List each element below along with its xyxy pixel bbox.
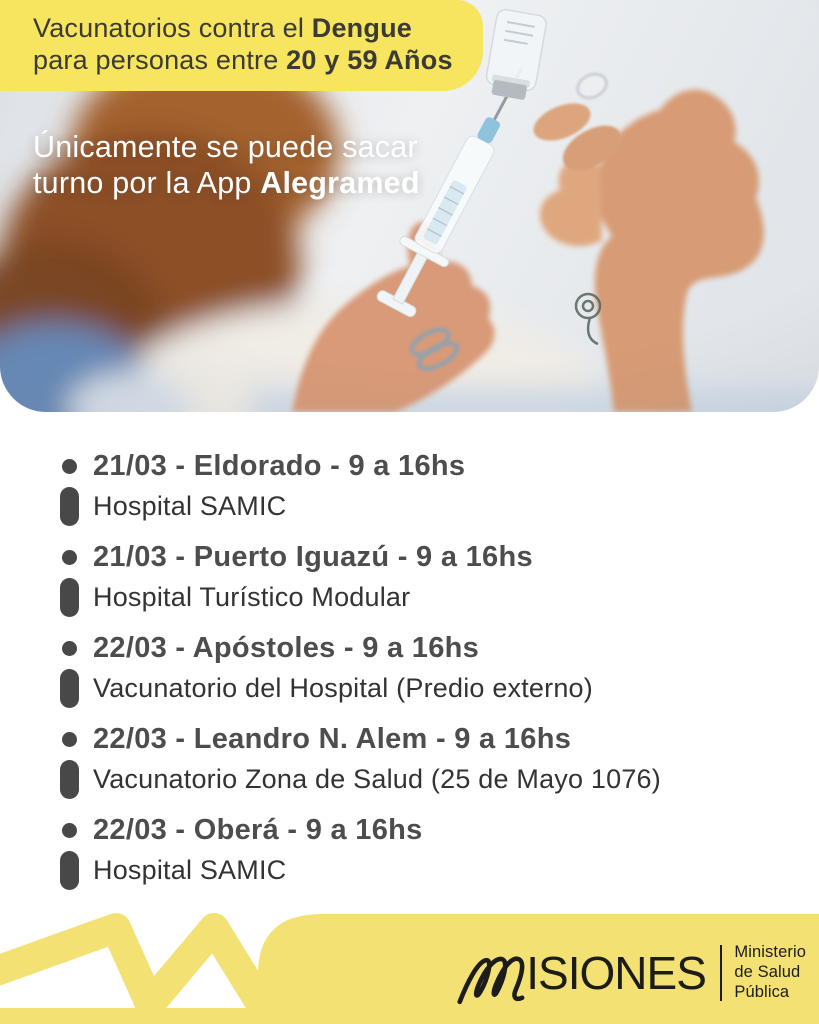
date-bullet-icon [62,459,77,474]
schedule-item-location-row [57,669,801,708]
schedule-item-title: 21/03 - Puerto Iguazú - 9 a 16hs [93,541,533,573]
date-bullet-icon [62,550,77,565]
schedule-item [57,812,801,890]
date-bullet-icon [62,732,77,747]
ministry-line3: Pública [734,982,790,1001]
date-bullet-icon [62,823,77,838]
schedule-item-location: Vacunatorio del Hospital (Predio externo) [93,673,593,703]
headline-line1 [33,12,453,44]
misiones-logo-text: ISIONES [526,947,706,999]
headline-line2-bold: 20 y 59 Años [286,45,453,76]
location-marker-icon [60,578,79,617]
schedule-item [57,630,801,708]
appointment-note [33,130,420,202]
schedule-item-title: 22/03 - Oberá - 9 a 16hs [93,814,423,846]
headline-line1-text: Vacunatorios contra el [33,13,312,43]
footer [0,904,819,1024]
location-marker-icon [60,669,79,708]
headline-line2-text: para personas entre [33,45,287,76]
schedule-item-location: Hospital SAMIC [93,491,287,521]
ministry-label [734,943,806,1002]
schedule-item-title-row [57,630,801,666]
misiones-logo-m-icon [456,953,530,1005]
schedule-item-location: Hospital SAMIC [93,855,287,885]
schedule-item-title-row [57,448,801,484]
location-marker-icon [60,760,79,799]
location-marker-icon [60,487,79,526]
schedule-item-location-row [57,760,801,799]
misiones-logo [456,942,806,1004]
ministry-line2: de Salud [734,963,801,982]
schedule-item [57,721,801,799]
headline-line1-bold: Dengue [311,13,412,43]
schedule-item [57,448,801,526]
schedule-item-title-row [57,812,801,848]
schedule-item-title: 22/03 - Apóstoles - 9 a 16hs [93,632,480,664]
schedule-item [57,539,801,617]
headline-line2 [33,44,453,76]
schedule-item-title-row [57,721,801,757]
logo-divider [720,945,723,1001]
schedule-item-location-row [57,851,801,890]
date-bullet-icon [62,641,77,656]
schedule-item-location-row [57,487,801,526]
schedule-item-location: Vacunatorio Zona de Salud (25 de Mayo 1076) [93,764,661,794]
schedule-item-title: 22/03 - Leandro N. Alem - 9 a 16hs [93,723,572,755]
appointment-note-line2 [33,166,420,202]
schedule-item-location-row [57,578,801,617]
vaccination-schedule-list [0,412,819,903]
ministry-line1: Ministerio [734,943,806,962]
headline-banner [0,0,483,91]
schedule-item-title: 21/03 - Eldorado - 9 a 16hs [93,450,466,482]
photo-section [0,0,819,412]
schedule-item-location: Hospital Turístico Modular [93,582,411,612]
appointment-note-line2-text: turno por la App [33,165,261,200]
schedule-item-title-row [57,539,801,575]
location-marker-icon [60,851,79,890]
appointment-note-app-name: Alegramed [260,165,420,200]
appointment-note-line1: Únicamente se puede sacar [33,130,418,164]
